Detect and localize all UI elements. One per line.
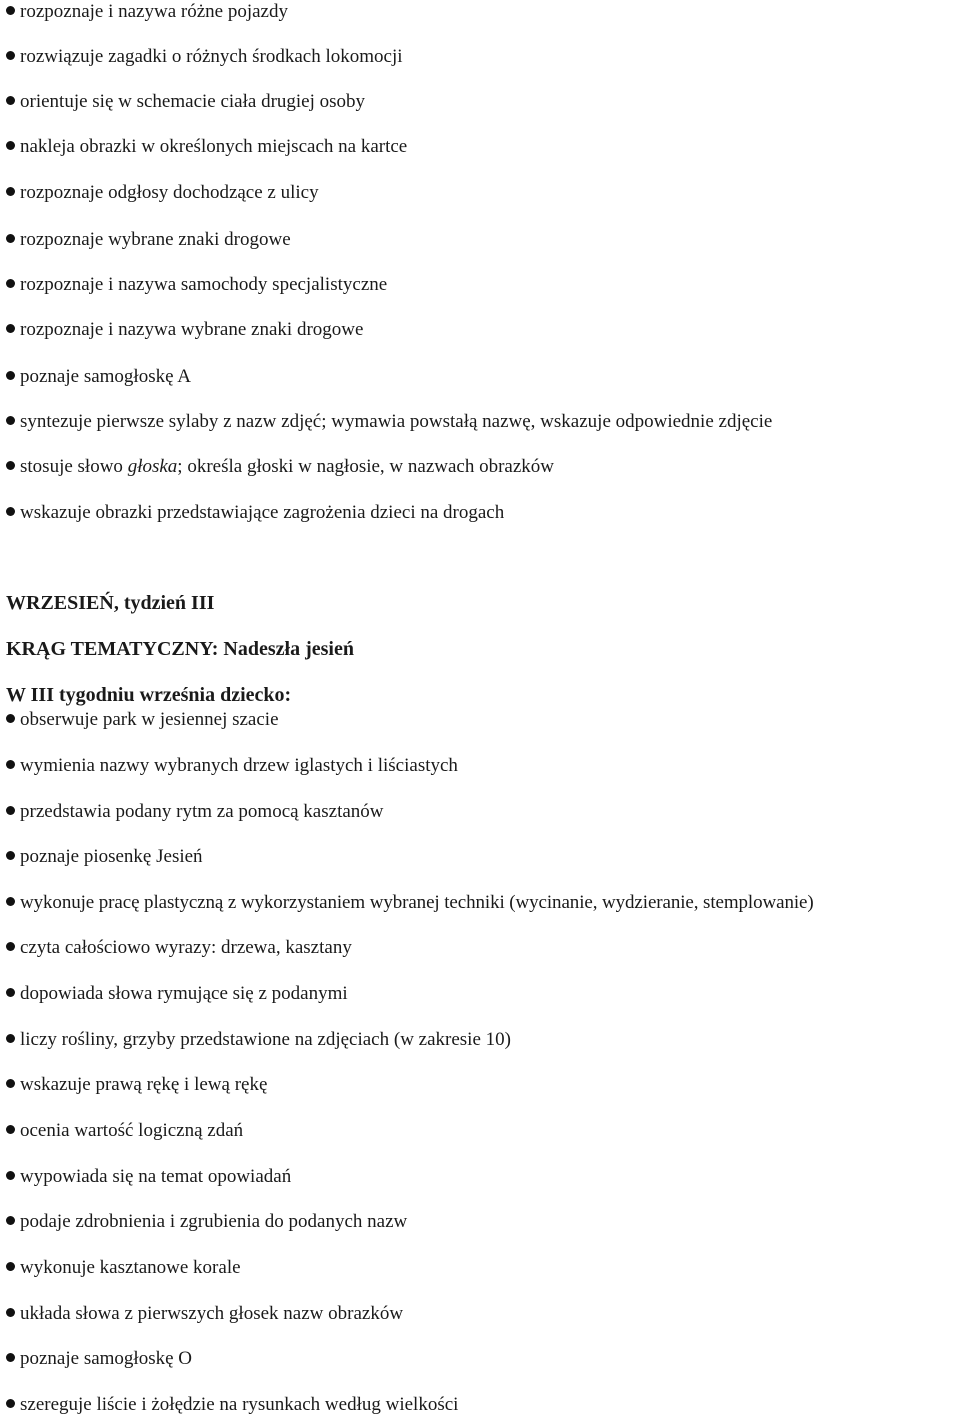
section-intro: W III tygodniu września dziecko: bbox=[6, 684, 292, 706]
bullet-icon bbox=[6, 1399, 15, 1408]
bullet-icon bbox=[6, 324, 15, 333]
bullet-icon bbox=[6, 51, 15, 60]
list-item: wykonuje kasztanowe korale bbox=[6, 1256, 241, 1280]
list-item: wskazuje obrazki przedstawiające zagrożenia dzieci na drogach bbox=[6, 501, 504, 525]
bullet-icon bbox=[6, 187, 15, 196]
list-item: poznaje samogłoskę O bbox=[6, 1347, 192, 1371]
list-item: układa słowa z pierwszych głosek nazw obrazków bbox=[6, 1302, 403, 1326]
list-item: nakleja obrazki w określonych miejscach na kartce bbox=[6, 135, 407, 159]
list-item: rozpoznaje i nazywa wybrane znaki drogowe bbox=[6, 318, 363, 342]
list-item: poznaje piosenkę Jesień bbox=[6, 845, 203, 869]
list-item: wymienia nazwy wybranych drzew iglastych i liściastych bbox=[6, 754, 458, 778]
bullet-icon bbox=[6, 234, 15, 243]
bullet-icon bbox=[6, 279, 15, 288]
bullet-icon bbox=[6, 416, 15, 425]
list-item: wykonuje pracę plastyczną z wykorzystaniem wybranej techniki (wycinanie, wydzieranie, stemplowanie) bbox=[6, 891, 814, 915]
bullet-icon bbox=[6, 1262, 15, 1271]
list-item: przedstawia podany rytm za pomocą kasztanów bbox=[6, 800, 384, 824]
list-item: stosuje słowo głoska; określa głoski w nagłosie, w nazwach obrazków bbox=[6, 455, 554, 479]
list-item: rozpoznaje odgłosy dochodzące z ulicy bbox=[6, 181, 319, 205]
bullet-icon bbox=[6, 942, 15, 951]
list-item: rozpoznaje i nazywa różne pojazdy bbox=[6, 0, 288, 24]
bullet-icon bbox=[6, 1125, 15, 1134]
section-theme: KRĄG TEMATYCZNY: Nadeszła jesień bbox=[6, 638, 354, 660]
list-item: szereguje liście i żołędzie na rysunkach według wielkości bbox=[6, 1393, 458, 1417]
list-item: liczy rośliny, grzyby przedstawione na zdjęciach (w zakresie 10) bbox=[6, 1028, 511, 1052]
term-gloska: głoska bbox=[127, 456, 178, 477]
list-item: wypowiada się na temat opowiadań bbox=[6, 1165, 291, 1189]
bullet-icon bbox=[6, 851, 15, 860]
bullet-icon bbox=[6, 1353, 15, 1362]
list-item: czyta całościowo wyrazy: drzewa, kasztany bbox=[6, 936, 352, 960]
list-item: obserwuje park w jesiennej szacie bbox=[6, 708, 279, 732]
bullet-icon bbox=[6, 1216, 15, 1225]
bullet-icon bbox=[6, 897, 15, 906]
list-item: rozpoznaje wybrane znaki drogowe bbox=[6, 228, 291, 252]
bullet-icon bbox=[6, 96, 15, 105]
bullet-icon bbox=[6, 461, 15, 470]
list-item: ocenia wartość logiczną zdań bbox=[6, 1119, 243, 1143]
bullet-icon bbox=[6, 760, 15, 769]
list-item: wskazuje prawą rękę i lewą rękę bbox=[6, 1073, 267, 1097]
bullet-icon bbox=[6, 1308, 15, 1317]
bullet-icon bbox=[6, 1079, 15, 1088]
list-item: orientuje się w schemacie ciała drugiej osoby bbox=[6, 90, 365, 114]
bullet-icon bbox=[6, 806, 15, 815]
bullet-icon bbox=[6, 1171, 15, 1180]
list-item: poznaje samogłoskę A bbox=[6, 365, 191, 389]
bullet-icon bbox=[6, 6, 15, 15]
list-item: dopowiada słowa rymujące się z podanymi bbox=[6, 982, 348, 1006]
list-item: rozwiązuje zagadki o różnych środkach lokomocji bbox=[6, 45, 403, 69]
list-item: podaje zdrobnienia i zgrubienia do podanych nazw bbox=[6, 1210, 407, 1234]
list-item: syntezuje pierwsze sylaby z nazw zdjęć; wymawia powstałą nazwę, wskazuje odpowiednie zdjęcie bbox=[6, 410, 772, 434]
bullet-icon bbox=[6, 1034, 15, 1043]
bullet-icon bbox=[6, 141, 15, 150]
bullet-icon bbox=[6, 988, 15, 997]
bullet-icon bbox=[6, 507, 15, 516]
section-month-week: WRZESIEŃ, tydzień III bbox=[6, 592, 215, 614]
bullet-icon bbox=[6, 371, 15, 380]
bullet-icon bbox=[6, 714, 15, 723]
list-item: rozpoznaje i nazywa samochody specjalistyczne bbox=[6, 273, 387, 297]
